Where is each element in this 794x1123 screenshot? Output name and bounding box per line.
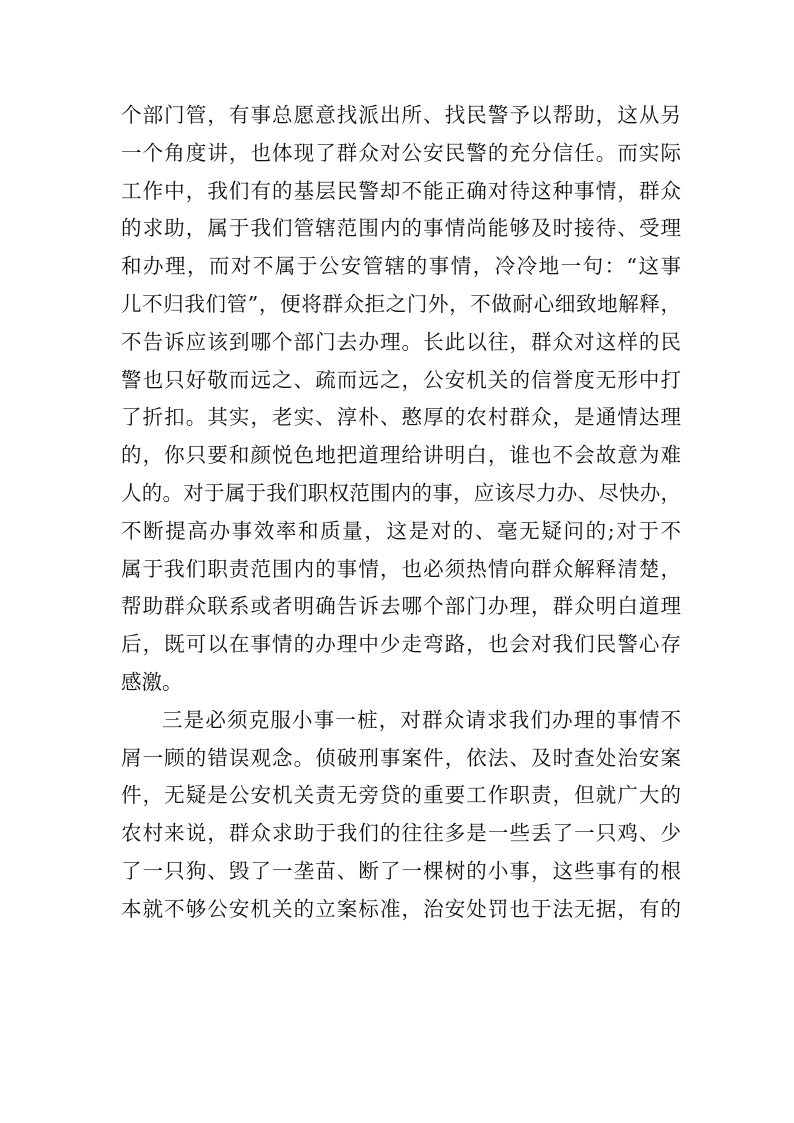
text-line: 件，无疑是公安机关责无旁贷的重要工作职责，但就广大的	[121, 783, 681, 808]
text-line: 三是必须克服小事一桩，对群众请求我们办理的事情不	[162, 707, 681, 732]
text-line: 不断提高办事效率和质量，这是对的、毫无疑问的;对于不	[121, 518, 681, 543]
text-line: 工作中，我们有的基层民警却不能正确对待这种事情，群众	[121, 178, 681, 203]
text-line: 后，既可以在事情的办理中少走弯路，也会对我们民警心存	[121, 632, 681, 657]
text-line: 不告诉应该到哪个部门去办理。长此以往，群众对这样的民	[121, 329, 681, 354]
text-line: 了折扣。其实，老实、淳朴、憨厚的农村群众，是通情达理	[121, 405, 681, 430]
text-line: 警也只好敬而远之、疏而远之，公安机关的信誉度无形中打	[121, 367, 681, 392]
text-line: 了一只狗、毁了一垄苗、断了一棵树的小事，这些事有的根	[121, 858, 681, 883]
text-line: 本就不够公安机关的立案标准，治安处罚也于法无据，有的	[121, 896, 681, 921]
text-line: 儿不归我们管”，便将群众拒之门外，不做耐心细致地解释，	[121, 291, 681, 316]
text-line: 帮助群众联系或者明确告诉去哪个部门办理，群众明白道理	[121, 594, 681, 619]
text-line: 个部门管，有事总愿意找派出所、找民警予以帮助，这从另	[121, 103, 681, 127]
text-line: 屑一顾的错误观念。侦破刑事案件，依法、及时查处治安案	[121, 745, 681, 770]
text-line: 的，你只要和颜悦色地把道理给讲明白，谁也不会故意为难	[121, 443, 681, 468]
text-line: 人的。对于属于我们职权范围内的事，应该尽力办、尽快办，	[121, 480, 681, 505]
text-line: 和办理，而对不属于公安管辖的事情，冷冷地一句：“这事	[121, 254, 681, 279]
body-text	[121, 97, 681, 929]
text-line: 农村来说，群众求助于我们的往往多是一些丢了一只鸡、少	[121, 821, 681, 846]
text-line: 的求助，属于我们管辖范围内的事情尚能够及时接待、受理	[121, 216, 681, 241]
text-line: 属于我们职责范围内的事情，也必须热情向群众解释清楚，	[121, 556, 681, 581]
text-line: 感激。	[121, 669, 183, 694]
text-line: 一个角度讲，也体现了群众对公安民警的充分信任。而实际	[121, 140, 681, 165]
